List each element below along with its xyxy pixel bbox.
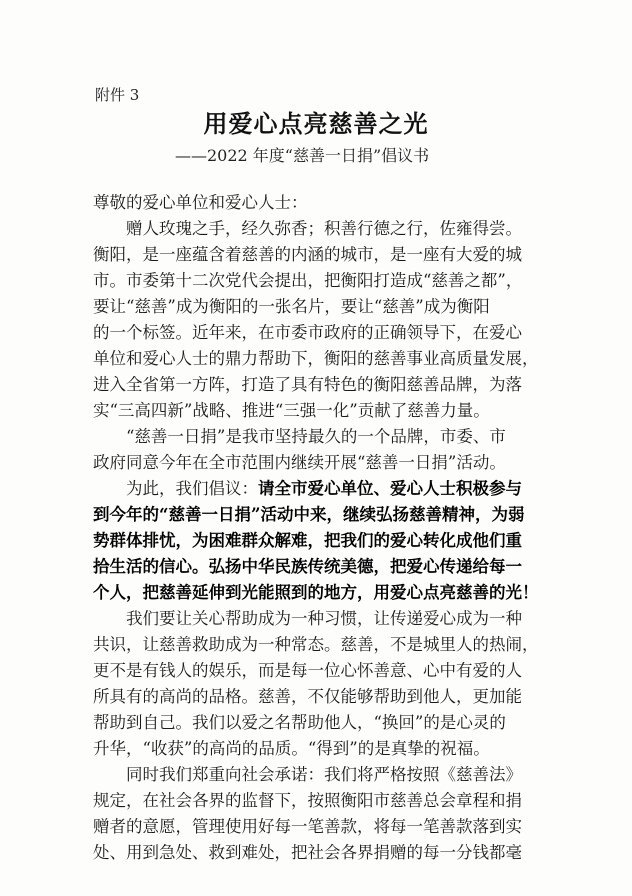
body-line-text: 到今年的“慈善一日捐”活动中来，继续弘扬慈善精神，为弱: [93, 505, 525, 524]
body-line-text: 升华，“收获”的高尚的品质。“得到”的是真挚的祝福。: [93, 739, 490, 758]
body-line-text: 拾生活的信心。弘扬中华民族传统美德，把爱心传递给每一: [93, 557, 522, 576]
body-line: [93, 476, 549, 502]
body-line: [93, 398, 549, 424]
body-line-text: 规定，在社会各界的监督下，按照衡阳市慈善总会章程和捐: [93, 791, 522, 810]
body-line-text: 处、用到急处、救到难处，把社会各界捐赠的每一分钱都毫: [93, 843, 522, 862]
body-line-text: 政府同意今年在全市范围内继续开展“慈善一日捐”活动。: [93, 453, 506, 472]
body-line: [93, 190, 549, 216]
body-line: [93, 294, 549, 320]
body-line-text: 个人，把慈善延伸到光能照到的地方，用爱心点亮慈善的光！: [93, 583, 539, 602]
body-line: [93, 632, 549, 658]
body-line: [93, 840, 549, 866]
body-line-text: 市。市委第十二次党代会提出，把衡阳打造成“慈善之都”，: [93, 271, 523, 290]
body-line-text: 我们要让关心帮助成为一种习惯，让传递爱心成为一种: [126, 609, 522, 628]
body-line: [93, 242, 549, 268]
body-line: [93, 736, 549, 762]
body-line-text: “慈善一日捐”是我市坚持最久的一个品牌，市委、市: [126, 427, 506, 446]
body-line: [93, 762, 549, 788]
body-line-text: 尊敬的爱心单位和爱心人士：: [93, 193, 308, 212]
document-title: 用爱心点亮慈善之光: [203, 110, 429, 138]
body-line: [93, 450, 549, 476]
body-line-bold-text: 请全市爱心单位、爱心人士积极参与: [258, 479, 522, 498]
body-line-text: 更不是有钱人的娱乐，而是每一位心怀善意、心中有爱的人: [93, 661, 522, 680]
body-line: [93, 580, 549, 606]
body-line: [93, 606, 549, 632]
body-line-text: 衡阳，是一座蕴含着慈善的内涵的城市，是一座有大爱的城: [93, 245, 522, 264]
body-line-text: 势群体排忧，为困难群众解难，把我们的爱心转化成他们重: [93, 531, 522, 550]
body-line: [93, 684, 549, 710]
body-line: [93, 268, 549, 294]
body-line-text: 实“三高四新”战略、推进“三强一化”贡献了慈善力量。: [93, 401, 490, 420]
body-line-text: 所具有的高尚的品格。慈善，不仅能够帮助到他人，更加能: [93, 687, 522, 706]
body-line: [93, 658, 549, 684]
body-line: [93, 372, 549, 398]
body-line-text: 同时我们郑重向社会承诺：我们将严格按照《慈善法》: [126, 765, 522, 784]
body-line: [93, 320, 549, 346]
body-line-text: 赠人玫瑰之手，经久弥香；积善行德之行，佐雍得尝。: [126, 219, 522, 238]
body-line: [93, 554, 549, 580]
body-line: [93, 346, 549, 372]
body-line-text: 要让“慈善”成为衡阳的一张名片，要让“慈善”成为衡阳: [93, 297, 490, 316]
body-line-text: 为此，我们倡议：: [126, 479, 258, 498]
body-line-text: 单位和爱心人士的鼎力帮助下，衡阳的慈善事业高质量发展，: [93, 349, 539, 368]
body-line: [93, 788, 549, 814]
body-line: [93, 814, 549, 840]
document-subtitle: ——2022 年度“慈善一日捐”倡议书: [175, 146, 430, 165]
body-line-text: 赠者的意愿，管理使用好每一笔善款，将每一笔善款落到实: [93, 817, 522, 836]
body-line: [93, 502, 549, 528]
body-line-text: 的一个标签。近年来，在市委市政府的正确领导下，在爱心: [93, 323, 522, 342]
body-line: [93, 710, 549, 736]
body-line-text: 共识，让慈善救助成为一种常态。慈善，不是城里人的热闹，: [93, 635, 539, 654]
body-line: [93, 424, 549, 450]
body-line: [93, 216, 549, 242]
body-line: [93, 528, 549, 554]
document-body: [93, 190, 549, 866]
attachment-label: 附件 3: [95, 86, 140, 104]
body-line-text: 帮助到自己。我们以爱之名帮助他人，“换回”的是心灵的: [93, 713, 506, 732]
body-line-text: 进入全省第一方阵，打造了具有特色的衡阳慈善品牌，为落: [93, 375, 522, 394]
